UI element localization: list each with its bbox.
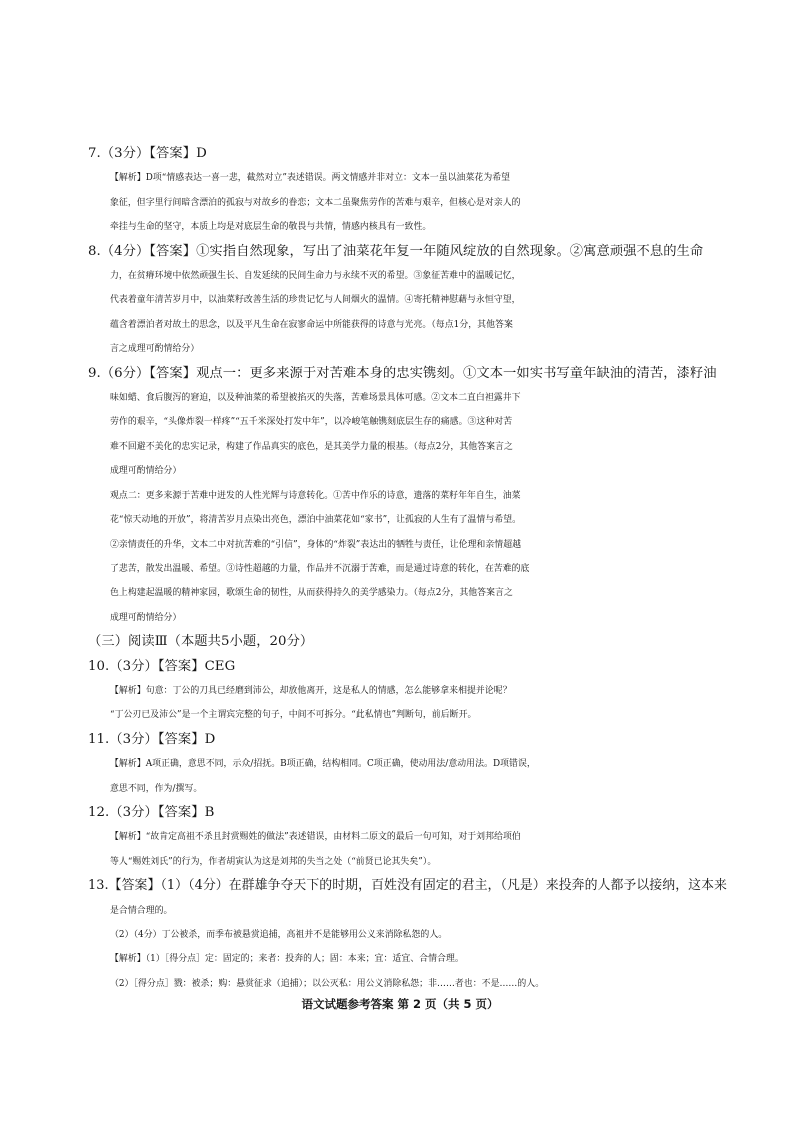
text-line: （三）阅读Ⅲ（本题共5小题，20分） <box>88 634 314 650</box>
text-line: 言之成理可酌情给分） <box>110 344 200 355</box>
text-line: 9.（6分）【答案】观点一：更多来源于对苦难本身的忠实镌刻。①文本一如实书写童年缺油的清苦，漆籽油 <box>88 365 717 381</box>
text-line: 花“惊天动地的开放”，将清苦岁月点染出亮色，漂泊中油菜花如“家书”，让孤寂的人生有了温情与希望。 <box>110 515 522 526</box>
page-footer: 语文试题参考答案 第 2 页（共 5 页） <box>301 997 499 1011</box>
text-line: 【解析】“故肯定高祖不杀且封赏赐姓的做法”表述错误，由材料二原文的最后一句可知，对于刘邦给项伯 <box>110 832 521 843</box>
text-line: 【解析】A项正确，意思不同，示众/招抚。B项正确，结构相同。C项正确，使动用法/意动用法。D项错误， <box>110 759 536 770</box>
text-line: 了悲苦，散发出温暖、希望。③诗性超越的力量，作品并不沉溺于苦难，而是通过诗意的转化，在苦难的底 <box>110 563 530 574</box>
text-line: 11.（3分）【答案】D <box>88 731 216 747</box>
text-line: “丁公刃已及沛公”是一个主谓宾完整的句子，中间不可拆分。“此私情也”判断句，前后断开。 <box>110 710 477 721</box>
text-line: 牵挂与生命的坚守，本质上均是对底层生命的敬畏与共情，情感内核具有一致性。 <box>110 222 432 233</box>
text-line: 【解析】句意：丁公的刀具已经磨到沛公，却放他离开，这是私人的情感，怎么能够拿来相提并论呢？ <box>110 685 512 696</box>
text-line: （2）（4分）丁公被杀，而季布被悬赏追捕，高祖并不是能够用公义来消除私怨的人。 <box>110 930 448 940</box>
text-line: 12.（3分）【答案】B <box>88 804 215 820</box>
text-line: （2）［得分点］戮：被杀；购：悬赏征求（追捕）；以公灭私：用公义消除私怨；非……者也：不是……的人。 <box>110 978 545 989</box>
text-line: 成理可酌情给分） <box>110 466 182 477</box>
text-line: 【解析】（1）［得分点］定：固定的；来者：投奔的人；固：本来；宜：适宜、合情合理。 <box>110 954 464 965</box>
text-line: 劳作的艰辛，“头像炸裂一样疼”“五千米深处打发中年”，以冷峻笔触镌刻底层生存的痛感。③这种对苦 <box>110 417 513 428</box>
text-line: 难不回避不美化的忠实记录，构建了作品真实的底色，是其美学力量的根基。（每点2分，其他答案言之 <box>110 441 513 452</box>
text-line: 观点二：更多来源于苦难中迸发的人性光辉与诗意转化。①苦中作乐的诗意，遗落的菜籽年年自生，油菜 <box>110 490 521 501</box>
text-line: 8.（4分）【答案】①实指自然现象，写出了油菜花年复一年随风绽放的自然现象。②寓意顽强不息的生命 <box>88 243 704 259</box>
text-line: 色上构建起温暖的精神家园，歌颂生命的韧性，从而获得持久的美学感染力。（每点2分，其他答案言之 <box>110 588 513 599</box>
answer-key-body <box>88 142 736 996</box>
text-line: 10.（3分）【答案】CEG <box>88 658 236 674</box>
text-line: 象征，但字里行间暗含漂泊的孤寂与对故乡的眷恋；文本二虽聚焦劳作的苦难与艰辛，但核心是对亲人的 <box>110 197 521 208</box>
text-line: 7.（3分）【答案】D <box>88 146 207 161</box>
text-line: 【解析】D项“情感表达一喜一悲，截然对立”表述错误。两文情感并非对立：文本一虽以油菜花为希望 <box>110 173 511 184</box>
text-line: ②亲情责任的升华，文本二中对抗苦难的“引信”，身体的“炸裂”表达出的牺牲与责任，让伦理和亲情超越 <box>110 539 522 550</box>
text-line: 等人“赐姓刘氏”的行为，作者胡寅认为这是刘邦的失当之处（“前贤已论其失矣”）。 <box>110 856 437 867</box>
text-line: 力，在贫瘠环境中依然顽强生长、自发延续的民间生命力与永续不灭的希望。③象征苦难中的温暖记忆， <box>110 271 521 282</box>
text-line: 味如蜡、食后腹泻的窘迫，以及种油菜的希望被掐灭的失落，苦难场景具体可感。②文本二直白袒露井下 <box>110 393 521 404</box>
text-line: 13.【答案】（1）（4分）在群雄争夺天下的时期，百姓没有固定的君主，（凡是）来投奔的人都予以接纳，这本来 <box>88 878 727 894</box>
text-line: 蕴含着漂泊者对故土的思念，以及平凡生命在寂寥命运中所能获得的诗意与光亮。（每点1分，其他答案 <box>110 319 513 330</box>
text-line: 是合情合理的。 <box>110 905 173 916</box>
text-line: 代表着童年清苦岁月中，以油菜籽改善生活的珍贵记忆与人间烟火的温情。④寄托精神慰藉与永恒守望， <box>110 295 521 306</box>
text-line: 成理可酌情给分） <box>110 612 182 623</box>
text-line: 意思不同，作为/撰写。 <box>110 783 203 794</box>
